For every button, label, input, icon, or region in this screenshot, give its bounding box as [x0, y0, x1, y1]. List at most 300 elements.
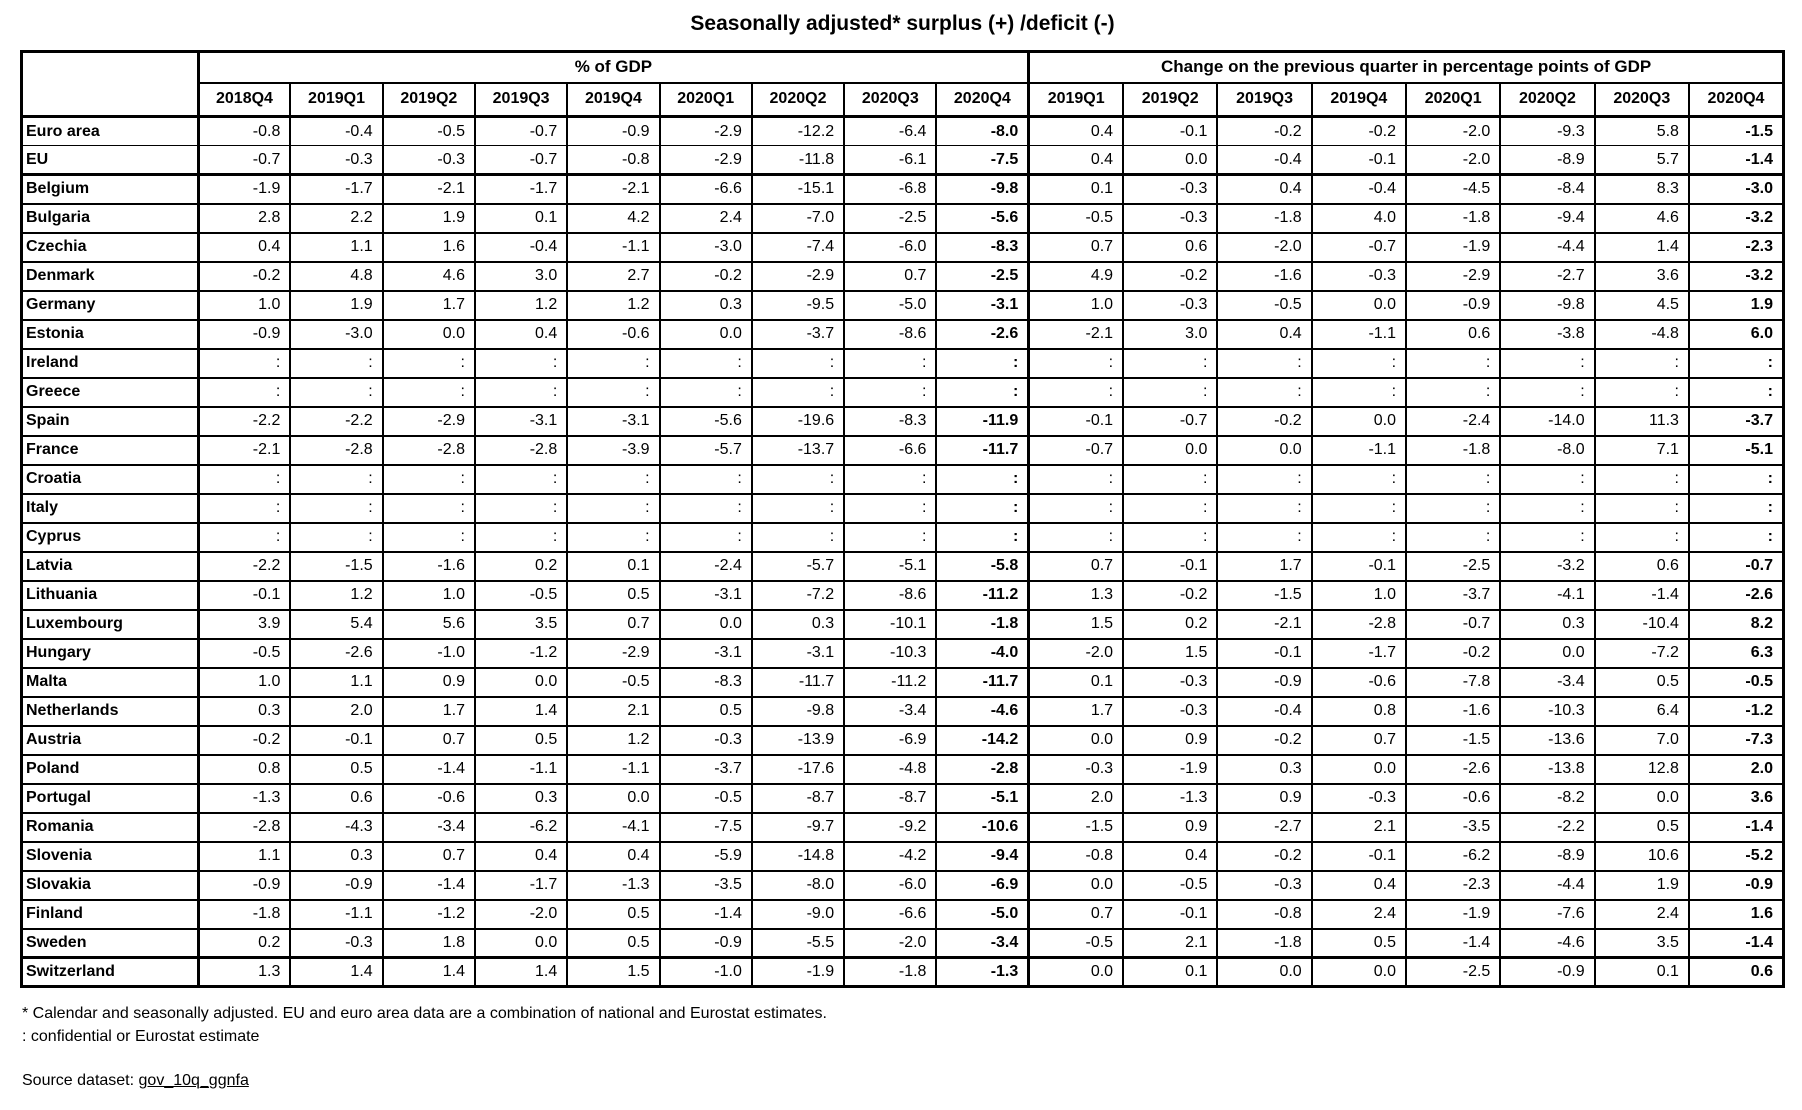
cell-pct-of-gdp: : [752, 465, 844, 494]
cell-pct-of-gdp: -3.1 [475, 407, 567, 436]
cell-pct-of-gdp: 1.2 [567, 726, 659, 755]
table-row [22, 233, 1784, 262]
cell-change: 0.0 [1312, 958, 1406, 987]
quarter-header: 2019Q4 [1312, 83, 1406, 117]
cell-change: -2.3 [1406, 871, 1500, 900]
cell-pct-of-gdp: : [844, 465, 936, 494]
cell-pct-of-gdp: : [198, 349, 290, 378]
cell-pct-of-gdp: -0.6 [383, 784, 475, 813]
cell-change: : [1406, 465, 1500, 494]
cell-pct-of-gdp: -1.9 [752, 958, 844, 987]
cell-pct-of-gdp: -0.9 [660, 929, 752, 958]
cell-pct-of-gdp: -0.8 [567, 146, 659, 175]
cell-change: 0.0 [1595, 784, 1689, 813]
cell-pct-of-gdp: -8.6 [844, 320, 936, 349]
cell-change: : [1123, 523, 1217, 552]
cell-change: -5.1 [1689, 436, 1784, 465]
cell-change: -1.4 [1689, 146, 1784, 175]
cell-pct-of-gdp: -9.4 [936, 842, 1028, 871]
cell-change: -9.8 [1500, 291, 1594, 320]
cell-change: -0.2 [1123, 581, 1217, 610]
cell-change: -1.9 [1123, 755, 1217, 784]
row-label: Sweden [22, 929, 199, 958]
cell-pct-of-gdp: -13.7 [752, 436, 844, 465]
cell-pct-of-gdp: 0.7 [844, 262, 936, 291]
cell-change: 0.6 [1123, 233, 1217, 262]
cell-pct-of-gdp: -3.0 [660, 233, 752, 262]
cell-pct-of-gdp: 5.6 [383, 610, 475, 639]
cell-change: 8.2 [1689, 610, 1784, 639]
cell-change: 1.3 [1029, 581, 1123, 610]
row-label: Luxembourg [22, 610, 199, 639]
cell-change: 3.5 [1595, 929, 1689, 958]
cell-pct-of-gdp: 0.4 [198, 233, 290, 262]
cell-change: -0.1 [1029, 407, 1123, 436]
cell-pct-of-gdp: 2.0 [290, 697, 382, 726]
table-row [22, 291, 1784, 320]
cell-pct-of-gdp: -12.2 [752, 117, 844, 146]
cell-pct-of-gdp: 0.3 [290, 842, 382, 871]
quarter-header-row [22, 83, 1784, 117]
cell-change: 6.0 [1689, 320, 1784, 349]
cell-change: 0.0 [1217, 436, 1311, 465]
cell-pct-of-gdp: : [660, 465, 752, 494]
cell-change: -7.6 [1500, 900, 1594, 929]
cell-pct-of-gdp: 0.4 [567, 842, 659, 871]
cell-change: -0.5 [1689, 668, 1784, 697]
row-label: Ireland [22, 349, 199, 378]
cell-change: 0.9 [1123, 813, 1217, 842]
cell-pct-of-gdp: 5.4 [290, 610, 382, 639]
cell-change: 4.5 [1595, 291, 1689, 320]
cell-pct-of-gdp: -14.2 [936, 726, 1028, 755]
cell-change: 11.3 [1595, 407, 1689, 436]
quarter-header: 2019Q1 [290, 83, 382, 117]
cell-change: -0.4 [1217, 146, 1311, 175]
cell-pct-of-gdp: 1.0 [383, 581, 475, 610]
corner-cell [22, 52, 199, 117]
cell-pct-of-gdp: -2.2 [198, 552, 290, 581]
table-row [22, 320, 1784, 349]
cell-change: -1.4 [1406, 929, 1500, 958]
row-label: Hungary [22, 639, 199, 668]
group-header-row [22, 52, 1784, 83]
cell-pct-of-gdp: -0.3 [290, 929, 382, 958]
cell-pct-of-gdp: 3.0 [475, 262, 567, 291]
cell-pct-of-gdp: : [936, 494, 1028, 523]
row-label: Poland [22, 755, 199, 784]
cell-change: -0.9 [1217, 668, 1311, 697]
cell-change: -8.4 [1500, 175, 1594, 204]
cell-pct-of-gdp: -0.2 [198, 262, 290, 291]
cell-pct-of-gdp: : [752, 523, 844, 552]
cell-change: 1.0 [1029, 291, 1123, 320]
cell-change: 4.6 [1595, 204, 1689, 233]
cell-pct-of-gdp: -5.6 [936, 204, 1028, 233]
table-row [22, 726, 1784, 755]
cell-change: 1.6 [1689, 900, 1784, 929]
table-row [22, 204, 1784, 233]
cell-pct-of-gdp: -9.0 [752, 900, 844, 929]
cell-pct-of-gdp: -5.0 [936, 900, 1028, 929]
cell-pct-of-gdp: -6.8 [844, 175, 936, 204]
cell-pct-of-gdp: -0.5 [567, 668, 659, 697]
cell-pct-of-gdp: -2.6 [290, 639, 382, 668]
cell-pct-of-gdp: -3.7 [752, 320, 844, 349]
cell-pct-of-gdp: -4.8 [844, 755, 936, 784]
cell-change: : [1689, 494, 1784, 523]
cell-pct-of-gdp: 0.7 [383, 726, 475, 755]
cell-pct-of-gdp: : [567, 494, 659, 523]
cell-pct-of-gdp: -2.2 [290, 407, 382, 436]
cell-change: : [1500, 523, 1594, 552]
cell-change: : [1595, 378, 1689, 407]
cell-change: -2.6 [1689, 581, 1784, 610]
cell-pct-of-gdp: -0.1 [290, 726, 382, 755]
table-row [22, 552, 1784, 581]
quarter-header: 2019Q3 [475, 83, 567, 117]
cell-pct-of-gdp: -2.1 [198, 436, 290, 465]
cell-pct-of-gdp: : [383, 523, 475, 552]
row-label: France [22, 436, 199, 465]
cell-pct-of-gdp: 1.2 [475, 291, 567, 320]
cell-change: : [1312, 465, 1406, 494]
cell-pct-of-gdp: -9.8 [752, 697, 844, 726]
cell-pct-of-gdp: -7.5 [660, 813, 752, 842]
cell-pct-of-gdp: : [475, 523, 567, 552]
table-row [22, 784, 1784, 813]
cell-change: : [1029, 378, 1123, 407]
cell-change: 0.0 [1500, 639, 1594, 668]
cell-change: -0.1 [1123, 117, 1217, 146]
source-dataset-link[interactable]: gov_10q_ggnfa [138, 1072, 249, 1089]
cell-pct-of-gdp: 0.5 [567, 581, 659, 610]
cell-pct-of-gdp: 0.5 [290, 755, 382, 784]
cell-pct-of-gdp: -5.8 [936, 552, 1028, 581]
cell-pct-of-gdp: -2.8 [290, 436, 382, 465]
cell-change: 7.1 [1595, 436, 1689, 465]
cell-change: : [1312, 523, 1406, 552]
cell-change: -2.7 [1500, 262, 1594, 291]
cell-pct-of-gdp: -11.7 [936, 436, 1028, 465]
cell-pct-of-gdp: -17.6 [752, 755, 844, 784]
cell-pct-of-gdp: -1.8 [198, 900, 290, 929]
cell-change: 0.6 [1689, 958, 1784, 987]
cell-pct-of-gdp: -0.5 [660, 784, 752, 813]
cell-pct-of-gdp: -0.4 [290, 117, 382, 146]
cell-pct-of-gdp: -11.7 [752, 668, 844, 697]
cell-change: 4.0 [1312, 204, 1406, 233]
quarter-header: 2019Q4 [567, 83, 659, 117]
cell-pct-of-gdp: -8.7 [844, 784, 936, 813]
cell-change: -2.9 [1406, 262, 1500, 291]
table-row [22, 842, 1784, 871]
table-row [22, 813, 1784, 842]
cell-change: -0.3 [1312, 262, 1406, 291]
cell-pct-of-gdp: -3.9 [567, 436, 659, 465]
cell-change: : [1123, 378, 1217, 407]
cell-change: 5.8 [1595, 117, 1689, 146]
cell-pct-of-gdp: -8.6 [844, 581, 936, 610]
cell-change: -0.5 [1029, 204, 1123, 233]
table-row [22, 668, 1784, 697]
cell-change: -3.0 [1689, 175, 1784, 204]
cell-pct-of-gdp: -9.2 [844, 813, 936, 842]
cell-change: : [1123, 349, 1217, 378]
cell-pct-of-gdp: -8.0 [752, 871, 844, 900]
cell-pct-of-gdp: -2.4 [660, 552, 752, 581]
cell-pct-of-gdp: : [660, 349, 752, 378]
table-row [22, 523, 1784, 552]
table-row [22, 871, 1784, 900]
row-label: Lithuania [22, 581, 199, 610]
cell-change: : [1595, 465, 1689, 494]
cell-pct-of-gdp: 2.8 [198, 204, 290, 233]
cell-pct-of-gdp: -5.1 [844, 552, 936, 581]
cell-pct-of-gdp: -1.4 [660, 900, 752, 929]
cell-pct-of-gdp: : [844, 523, 936, 552]
cell-pct-of-gdp: -13.9 [752, 726, 844, 755]
cell-change: -3.2 [1689, 262, 1784, 291]
cell-pct-of-gdp: -2.9 [752, 262, 844, 291]
cell-pct-of-gdp: 1.6 [383, 233, 475, 262]
cell-change: -0.1 [1312, 552, 1406, 581]
cell-pct-of-gdp: 0.0 [475, 668, 567, 697]
row-label: Switzerland [22, 958, 199, 987]
cell-pct-of-gdp: -8.7 [752, 784, 844, 813]
cell-change: 5.7 [1595, 146, 1689, 175]
cell-change: -2.0 [1406, 146, 1500, 175]
cell-pct-of-gdp: -5.0 [844, 291, 936, 320]
cell-change: 0.9 [1123, 726, 1217, 755]
cell-pct-of-gdp: -1.7 [475, 871, 567, 900]
cell-pct-of-gdp: -0.9 [198, 320, 290, 349]
cell-pct-of-gdp: : [475, 494, 567, 523]
cell-change: 2.4 [1312, 900, 1406, 929]
cell-change: 2.0 [1689, 755, 1784, 784]
cell-change: : [1406, 349, 1500, 378]
cell-pct-of-gdp: -1.2 [475, 639, 567, 668]
cell-change: 1.9 [1689, 291, 1784, 320]
cell-pct-of-gdp: : [198, 378, 290, 407]
cell-change: : [1500, 378, 1594, 407]
cell-change: 1.4 [1595, 233, 1689, 262]
cell-change: -0.2 [1123, 262, 1217, 291]
cell-pct-of-gdp: 1.4 [475, 958, 567, 987]
row-label: Austria [22, 726, 199, 755]
cell-change: -2.2 [1500, 813, 1594, 842]
cell-pct-of-gdp: -1.1 [290, 900, 382, 929]
cell-pct-of-gdp: -9.8 [936, 175, 1028, 204]
cell-pct-of-gdp: -9.7 [752, 813, 844, 842]
cell-pct-of-gdp: : [567, 349, 659, 378]
cell-pct-of-gdp: -5.7 [660, 436, 752, 465]
cell-pct-of-gdp: : [660, 523, 752, 552]
footnote-adjustment: * Calendar and seasonally adjusted. EU and euro area data are a combination of national and Eurostat estimates. [22, 1005, 827, 1022]
cell-change: : [1689, 523, 1784, 552]
row-label: EU [22, 146, 199, 175]
cell-change: -2.0 [1217, 233, 1311, 262]
cell-change: -0.3 [1123, 697, 1217, 726]
quarter-header: 2019Q2 [383, 83, 475, 117]
cell-pct-of-gdp: 1.8 [383, 929, 475, 958]
cell-change: 0.9 [1217, 784, 1311, 813]
cell-change: : [1029, 523, 1123, 552]
cell-pct-of-gdp: -0.2 [660, 262, 752, 291]
cell-pct-of-gdp: -6.0 [844, 233, 936, 262]
cell-pct-of-gdp: : [660, 494, 752, 523]
cell-change: -2.7 [1217, 813, 1311, 842]
cell-change: 3.6 [1689, 784, 1784, 813]
cell-change: -0.7 [1312, 233, 1406, 262]
cell-change: 0.1 [1123, 958, 1217, 987]
cell-change: -0.9 [1500, 958, 1594, 987]
cell-pct-of-gdp: : [290, 465, 382, 494]
cell-change: -1.4 [1689, 813, 1784, 842]
cell-pct-of-gdp: -1.3 [567, 871, 659, 900]
cell-pct-of-gdp: -2.0 [475, 900, 567, 929]
cell-change: -1.9 [1406, 233, 1500, 262]
cell-change: -4.6 [1500, 929, 1594, 958]
cell-change: -0.8 [1217, 900, 1311, 929]
row-label: Portugal [22, 784, 199, 813]
cell-pct-of-gdp: 1.0 [198, 668, 290, 697]
row-label: Denmark [22, 262, 199, 291]
cell-change: -0.7 [1123, 407, 1217, 436]
cell-pct-of-gdp: : [936, 378, 1028, 407]
cell-change: 0.0 [1312, 407, 1406, 436]
cell-pct-of-gdp: 1.9 [290, 291, 382, 320]
cell-change: -2.5 [1406, 552, 1500, 581]
cell-pct-of-gdp: 0.8 [198, 755, 290, 784]
cell-pct-of-gdp: -1.3 [936, 958, 1028, 987]
cell-pct-of-gdp: : [936, 349, 1028, 378]
table-row [22, 436, 1784, 465]
cell-pct-of-gdp: -2.8 [198, 813, 290, 842]
cell-change: : [1217, 494, 1311, 523]
quarter-header: 2020Q2 [1500, 83, 1594, 117]
cell-pct-of-gdp: -3.4 [844, 697, 936, 726]
cell-change: : [1595, 349, 1689, 378]
cell-pct-of-gdp: -3.1 [752, 639, 844, 668]
cell-pct-of-gdp: -2.1 [567, 175, 659, 204]
cell-pct-of-gdp: : [475, 349, 567, 378]
quarter-header: 2020Q4 [936, 83, 1028, 117]
cell-change: -13.6 [1500, 726, 1594, 755]
table-row [22, 262, 1784, 291]
cell-change: -7.2 [1595, 639, 1689, 668]
cell-pct-of-gdp: -2.1 [383, 175, 475, 204]
cell-pct-of-gdp: 4.6 [383, 262, 475, 291]
cell-pct-of-gdp: -9.5 [752, 291, 844, 320]
quarter-header: 2020Q1 [660, 83, 752, 117]
cell-change: -0.7 [1406, 610, 1500, 639]
cell-pct-of-gdp: -5.7 [752, 552, 844, 581]
cell-change: -0.3 [1029, 755, 1123, 784]
cell-change: 0.7 [1029, 900, 1123, 929]
cell-pct-of-gdp: 0.2 [198, 929, 290, 958]
cell-pct-of-gdp: 0.6 [290, 784, 382, 813]
cell-pct-of-gdp: -11.9 [936, 407, 1028, 436]
cell-change: 0.0 [1123, 146, 1217, 175]
row-label: Italy [22, 494, 199, 523]
cell-pct-of-gdp: : [844, 494, 936, 523]
cell-change: -1.8 [1406, 204, 1500, 233]
cell-pct-of-gdp: : [567, 465, 659, 494]
cell-pct-of-gdp: -3.1 [567, 407, 659, 436]
cell-change: -1.7 [1312, 639, 1406, 668]
cell-pct-of-gdp: -5.9 [660, 842, 752, 871]
quarter-header: 2018Q4 [198, 83, 290, 117]
cell-pct-of-gdp: -0.3 [383, 146, 475, 175]
cell-change: 0.6 [1406, 320, 1500, 349]
cell-pct-of-gdp: : [660, 378, 752, 407]
cell-change: -4.8 [1595, 320, 1689, 349]
cell-pct-of-gdp: -0.4 [475, 233, 567, 262]
cell-pct-of-gdp: -0.9 [290, 871, 382, 900]
cell-change: -1.1 [1312, 320, 1406, 349]
cell-pct-of-gdp: : [198, 465, 290, 494]
cell-pct-of-gdp: 0.9 [383, 668, 475, 697]
cell-change: 0.4 [1029, 146, 1123, 175]
cell-change: 6.3 [1689, 639, 1784, 668]
cell-change: : [1217, 465, 1311, 494]
cell-pct-of-gdp: -1.6 [383, 552, 475, 581]
cell-change: : [1689, 349, 1784, 378]
table-row [22, 175, 1784, 204]
cell-change: -3.8 [1500, 320, 1594, 349]
cell-change: -10.4 [1595, 610, 1689, 639]
cell-change: -1.6 [1406, 697, 1500, 726]
cell-pct-of-gdp: -8.3 [660, 668, 752, 697]
cell-change: -0.4 [1217, 697, 1311, 726]
cell-pct-of-gdp: -11.2 [936, 581, 1028, 610]
cell-pct-of-gdp: : [383, 378, 475, 407]
cell-change: 0.4 [1029, 117, 1123, 146]
cell-change: 0.1 [1029, 175, 1123, 204]
cell-change: -2.4 [1406, 407, 1500, 436]
cell-change: -0.6 [1312, 668, 1406, 697]
cell-change: 8.3 [1595, 175, 1689, 204]
cell-change: 0.8 [1312, 697, 1406, 726]
cell-pct-of-gdp: 1.2 [567, 291, 659, 320]
cell-pct-of-gdp: -8.0 [936, 117, 1028, 146]
cell-pct-of-gdp: 0.7 [383, 842, 475, 871]
row-label: Greece [22, 378, 199, 407]
cell-change: -0.3 [1123, 175, 1217, 204]
cell-pct-of-gdp: -10.1 [844, 610, 936, 639]
cell-pct-of-gdp: 1.9 [383, 204, 475, 233]
cell-change: -0.5 [1123, 871, 1217, 900]
cell-pct-of-gdp: -10.3 [844, 639, 936, 668]
cell-pct-of-gdp: -6.4 [844, 117, 936, 146]
cell-pct-of-gdp: : [383, 465, 475, 494]
cell-pct-of-gdp: -7.2 [752, 581, 844, 610]
cell-change: -7.8 [1406, 668, 1500, 697]
cell-pct-of-gdp: 1.4 [475, 697, 567, 726]
cell-pct-of-gdp: -1.4 [383, 871, 475, 900]
cell-pct-of-gdp: -5.1 [936, 784, 1028, 813]
cell-pct-of-gdp: 0.0 [660, 320, 752, 349]
table-row [22, 900, 1784, 929]
cell-change: -5.2 [1689, 842, 1784, 871]
cell-pct-of-gdp: -0.5 [383, 117, 475, 146]
cell-change: 0.4 [1217, 175, 1311, 204]
row-label: Belgium [22, 175, 199, 204]
quarter-header: 2020Q2 [752, 83, 844, 117]
cell-pct-of-gdp: -0.3 [290, 146, 382, 175]
cell-pct-of-gdp: 0.3 [475, 784, 567, 813]
